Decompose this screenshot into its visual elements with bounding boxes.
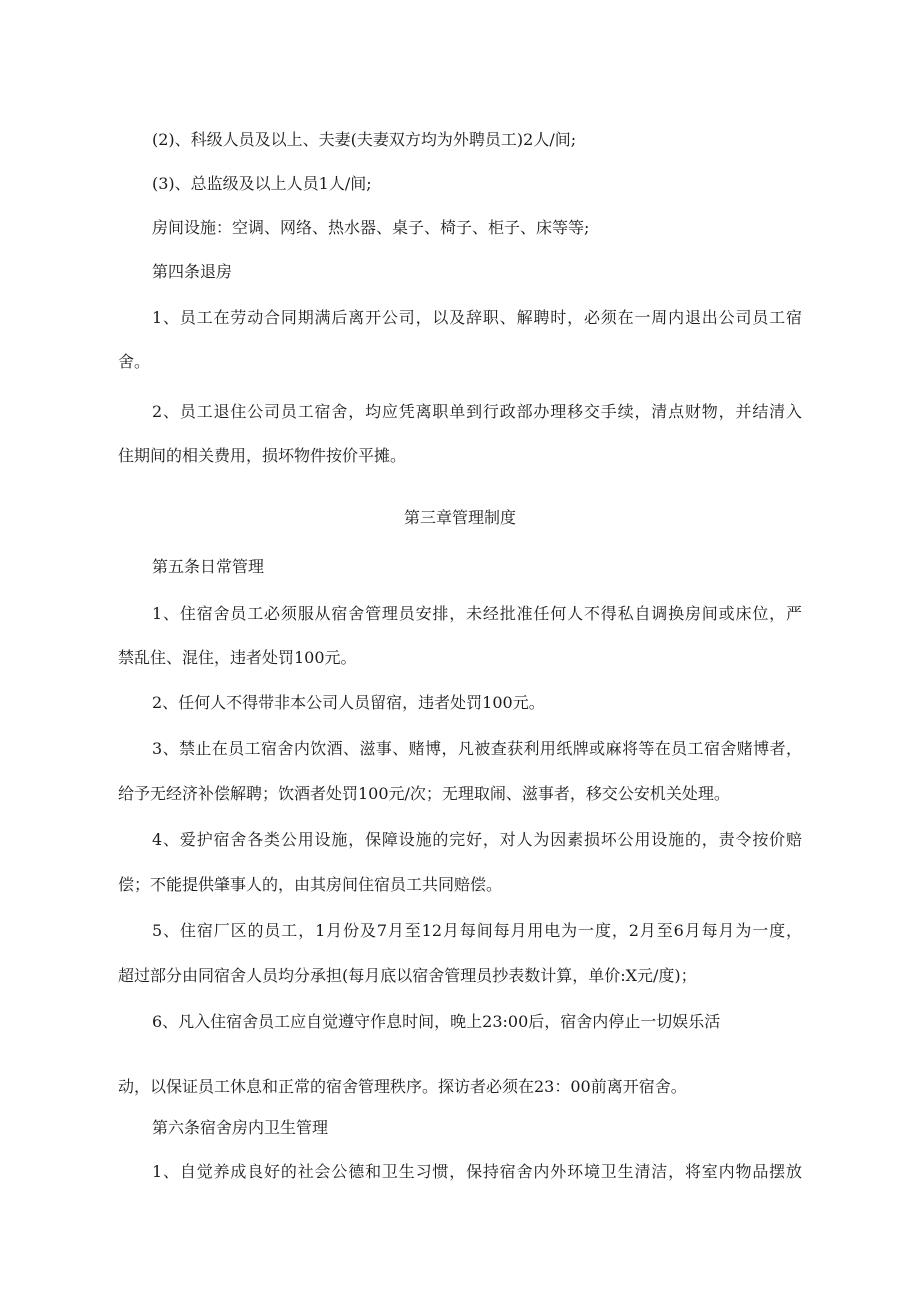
checkout-rule-2-line-1: 2、员工退住公司员工宿舍，均应凭离职单到行政部办理移交手续，清点财物，并结清入 <box>152 402 802 421</box>
daily-rule-4-line-2: 偿；不能提供肇事人的，由其房间住宿员工共同赔偿。 <box>118 875 503 894</box>
daily-rule-1-line-2: 禁乱住、混住，违者处罚100元。 <box>118 648 357 667</box>
article-6-heading: 第六条宿舍房内卫生管理 <box>152 1118 329 1137</box>
daily-rule-4-line-1: 4、爱护宿舍各类公用设施，保障设施的完好，对人为因素损坏公用设施的，责令按价赔 <box>152 830 802 849</box>
daily-rule-6-line-2: 动，以保证员工休息和正常的宿舍管理秩序。探访者必须在23：00前离开宿舍。 <box>118 1077 687 1096</box>
daily-rule-3-line-1: 3、禁止在员工宿舍内饮酒、滋事、赌博，凡被查获利用纸牌或麻将等在员工宿舍赌博者， <box>152 739 802 758</box>
room-rule-2: (2)、科级人员及以上、夫妻(夫妻双方均为外聘员工)2人/间; <box>152 130 577 149</box>
checkout-rule-1-line-1: 1、员工在劳动合同期满后离开公司，以及辞职、解聘时，必须在一周内退出公司员工宿 <box>152 308 802 327</box>
chapter-3-heading: 第三章管理制度 <box>403 508 516 527</box>
daily-rule-1-line-1: 1、住宿舍员工必须服从宿舍管理员安排，未经批准任何人不得私自调换房间或床位，严 <box>152 604 802 623</box>
checkout-rule-1-line-2: 舍。 <box>118 352 151 371</box>
hygiene-rule-1-line-1: 1、自觉养成良好的社会公德和卫生习惯，保持宿舍内外环境卫生清洁，将室内物品摆放 <box>152 1162 802 1181</box>
daily-rule-3-line-2: 给予无经济补偿解聘；饮酒者处罚100元/次；无理取闹、滋事者，移交公安机关处理。 <box>118 784 730 803</box>
article-4-heading: 第四条退房 <box>152 262 233 281</box>
checkout-rule-2-line-2: 住期间的相关费用，损坏物件按价平摊。 <box>118 446 407 465</box>
daily-rule-5-line-1: 5、住宿厂区的员工，1月份及7月至12月每间每月用电为一度，2月至6月每月为一度， <box>152 921 802 940</box>
daily-rule-2: 2、任何人不得带非本公司人员留宿，违者处罚100元。 <box>152 693 545 712</box>
daily-rule-5-line-2: 超过部分由同宿舍人员均分承担(每月底以宿舍管理员抄表数计算，单价:X元/度)； <box>118 966 697 985</box>
article-5-heading: 第五条日常管理 <box>152 557 265 576</box>
daily-rule-6-line-1: 6、凡入住宿舍员工应自觉遵守作息时间，晚上23:00后，宿舍内停止一切娱乐活 <box>152 1012 721 1031</box>
room-facilities: 房间设施：空调、网络、热水器、桌子、椅子、柜子、床等等; <box>152 218 590 237</box>
room-rule-3: (3)、总监级及以上人员1人/间; <box>152 174 372 193</box>
